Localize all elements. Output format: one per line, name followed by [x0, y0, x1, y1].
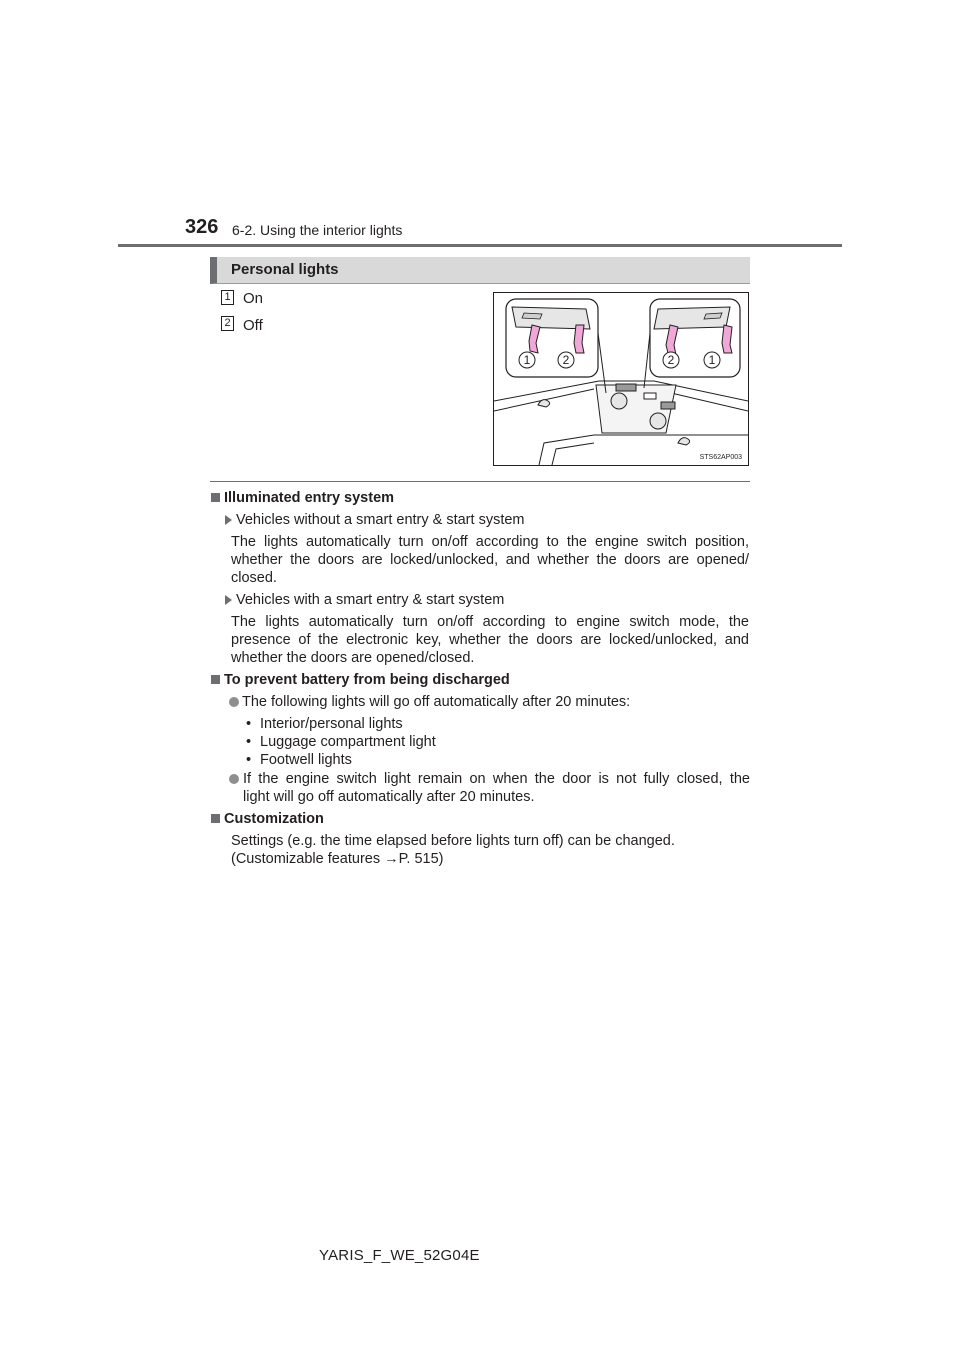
case-with-smart-entry [225, 591, 504, 609]
callout-2-left: 2 [562, 353, 570, 367]
sub-list-item: • Luggage compartment light [246, 734, 436, 750]
triangle-arrow-icon [225, 595, 232, 605]
circle-bullet-icon [229, 774, 239, 784]
para2-line: presence of the electronic key, whether the doors are locked/unlocked, and [231, 632, 749, 648]
case2-text: Vehicles with a smart entry & start system [236, 592, 505, 608]
bullet2-line: light will go off automatically after 20 minutes. [243, 789, 535, 805]
square-bullet-icon [211, 675, 220, 684]
para2-line: The lights automatically turn on/off according to engine switch mode, the [231, 614, 749, 630]
section-divider [210, 481, 750, 482]
callout-1-left: 1 [523, 353, 531, 367]
battery-bullet-2 [243, 770, 750, 806]
note-battery-title [211, 671, 510, 689]
circle-bullet-icon [229, 697, 239, 707]
sub-list-item: • Interior/personal lights [246, 716, 403, 732]
battery-bullet-2-dot [229, 770, 242, 788]
section-heading-text: Personal lights [231, 261, 339, 278]
callout-2-right: 2 [667, 353, 675, 367]
item-number-1: 1 [221, 290, 234, 305]
para1-line: closed. [231, 570, 277, 586]
page-number: 326 [185, 216, 219, 238]
customization-body [231, 832, 675, 868]
para2-line: whether the doors are opened/closed. [231, 650, 475, 666]
paragraph-2 [231, 613, 749, 667]
para1-line: whether the doors are locked/unlocked, and whether the doors are opened/ [231, 552, 749, 568]
battery-bullet-1 [229, 693, 630, 711]
note-customization-title-text: Customization [224, 811, 324, 827]
section-title: 6-2. Using the interior lights [232, 222, 403, 238]
sub-list-item: • Footwell lights [246, 752, 352, 768]
figure-code: STS62AP003 [699, 454, 742, 461]
footer-code: YARIS_F_WE_52G04E [319, 1247, 480, 1264]
section-heading [210, 257, 750, 284]
item-label-off: Off [243, 317, 263, 334]
battery-sub-list [242, 715, 436, 769]
square-bullet-icon [211, 493, 220, 502]
item-label-on: On [243, 290, 264, 307]
note-illuminated-title-text: Illuminated entry system [224, 490, 395, 506]
customization-line: Settings (e.g. the time elapsed before lights turn off) can be changed. [231, 833, 675, 849]
header-rule [118, 244, 842, 247]
square-bullet-icon [211, 814, 220, 823]
note-battery-title-text: To prevent battery from being discharged [224, 672, 510, 688]
para1-line: The lights automatically turn on/off according to the engine switch position, [231, 534, 749, 550]
paragraph-1 [231, 533, 749, 587]
note-illuminated-title [211, 489, 394, 507]
note-customization-title [211, 810, 324, 828]
personal-lights-illustration [493, 292, 749, 466]
case1-text: Vehicles without a smart entry & start system [236, 512, 525, 528]
case-without-smart-entry [225, 511, 525, 529]
triangle-arrow-icon [225, 515, 232, 525]
item-number-2: 2 [221, 316, 234, 331]
customization-link[interactable]: (Customizable features →P. 515) [231, 851, 444, 867]
callout-1-right: 1 [708, 353, 716, 367]
bullet2-line: If the engine switch light remain on when the door is not fully closed, the [243, 771, 750, 787]
battery-bullet-1-text: The following lights will go off automatically after 20 minutes: [242, 694, 631, 710]
